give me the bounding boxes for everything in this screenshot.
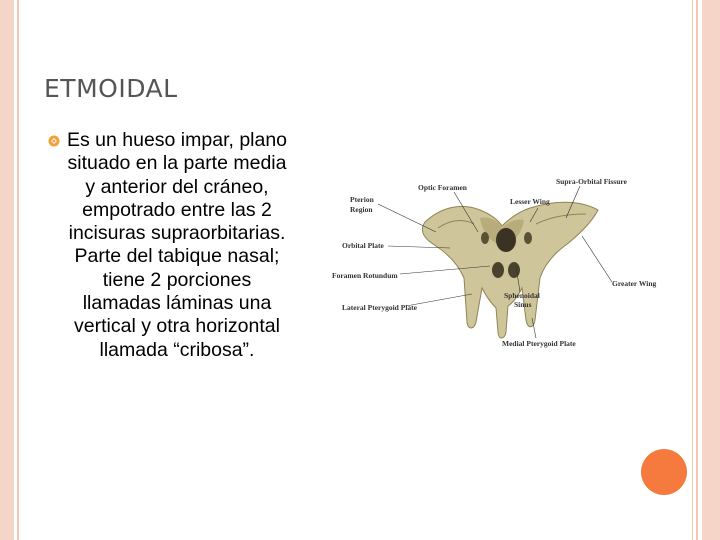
right-border-line bbox=[696, 0, 698, 540]
label-lesser-wing: Lesser Wing bbox=[510, 197, 550, 206]
slide-title: ETMOIDAL bbox=[44, 74, 178, 103]
bullet-text: Es un hueso impar, plano situado en la parte media y anterior del cráneo, empotrado entre las 2 incisuras supraorbitarias. Parte del tabique nasal; tiene 2 porciones llamadas láminas una vertical y otra horizontal llamada “cribosa”. bbox=[66, 129, 288, 361]
label-orbital-plate: Orbital Plate bbox=[342, 241, 384, 250]
decorative-orange-circle bbox=[641, 449, 687, 495]
right-border bbox=[702, 0, 720, 540]
label-foramen-rotundum: Foramen Rotundum bbox=[332, 271, 398, 280]
diamond-bullet-icon bbox=[48, 135, 60, 147]
sphenoid-bone-diagram bbox=[330, 170, 670, 360]
label-medial-pterygoid-plate: Medial Pterygoid Plate bbox=[502, 339, 576, 348]
label-sphenoidal: Sphenoidal bbox=[504, 291, 540, 300]
label-pterion: Pterion bbox=[350, 195, 374, 204]
label-lateral-pterygoid-plate: Lateral Pterygoid Plate bbox=[342, 303, 417, 312]
label-optic-foramen: Optic Foramen bbox=[418, 183, 467, 192]
left-border bbox=[0, 0, 14, 540]
label-greater-wing: Greater Wing bbox=[612, 279, 657, 288]
sphenoid-bone-image bbox=[422, 202, 598, 338]
right-border-line-inner bbox=[692, 0, 693, 540]
left-border-line bbox=[17, 0, 19, 540]
label-region: Region bbox=[350, 205, 373, 214]
label-sinus: Sinus bbox=[514, 300, 532, 309]
label-supra-orbital-fissure: Supra-Orbital Fissure bbox=[556, 177, 627, 186]
